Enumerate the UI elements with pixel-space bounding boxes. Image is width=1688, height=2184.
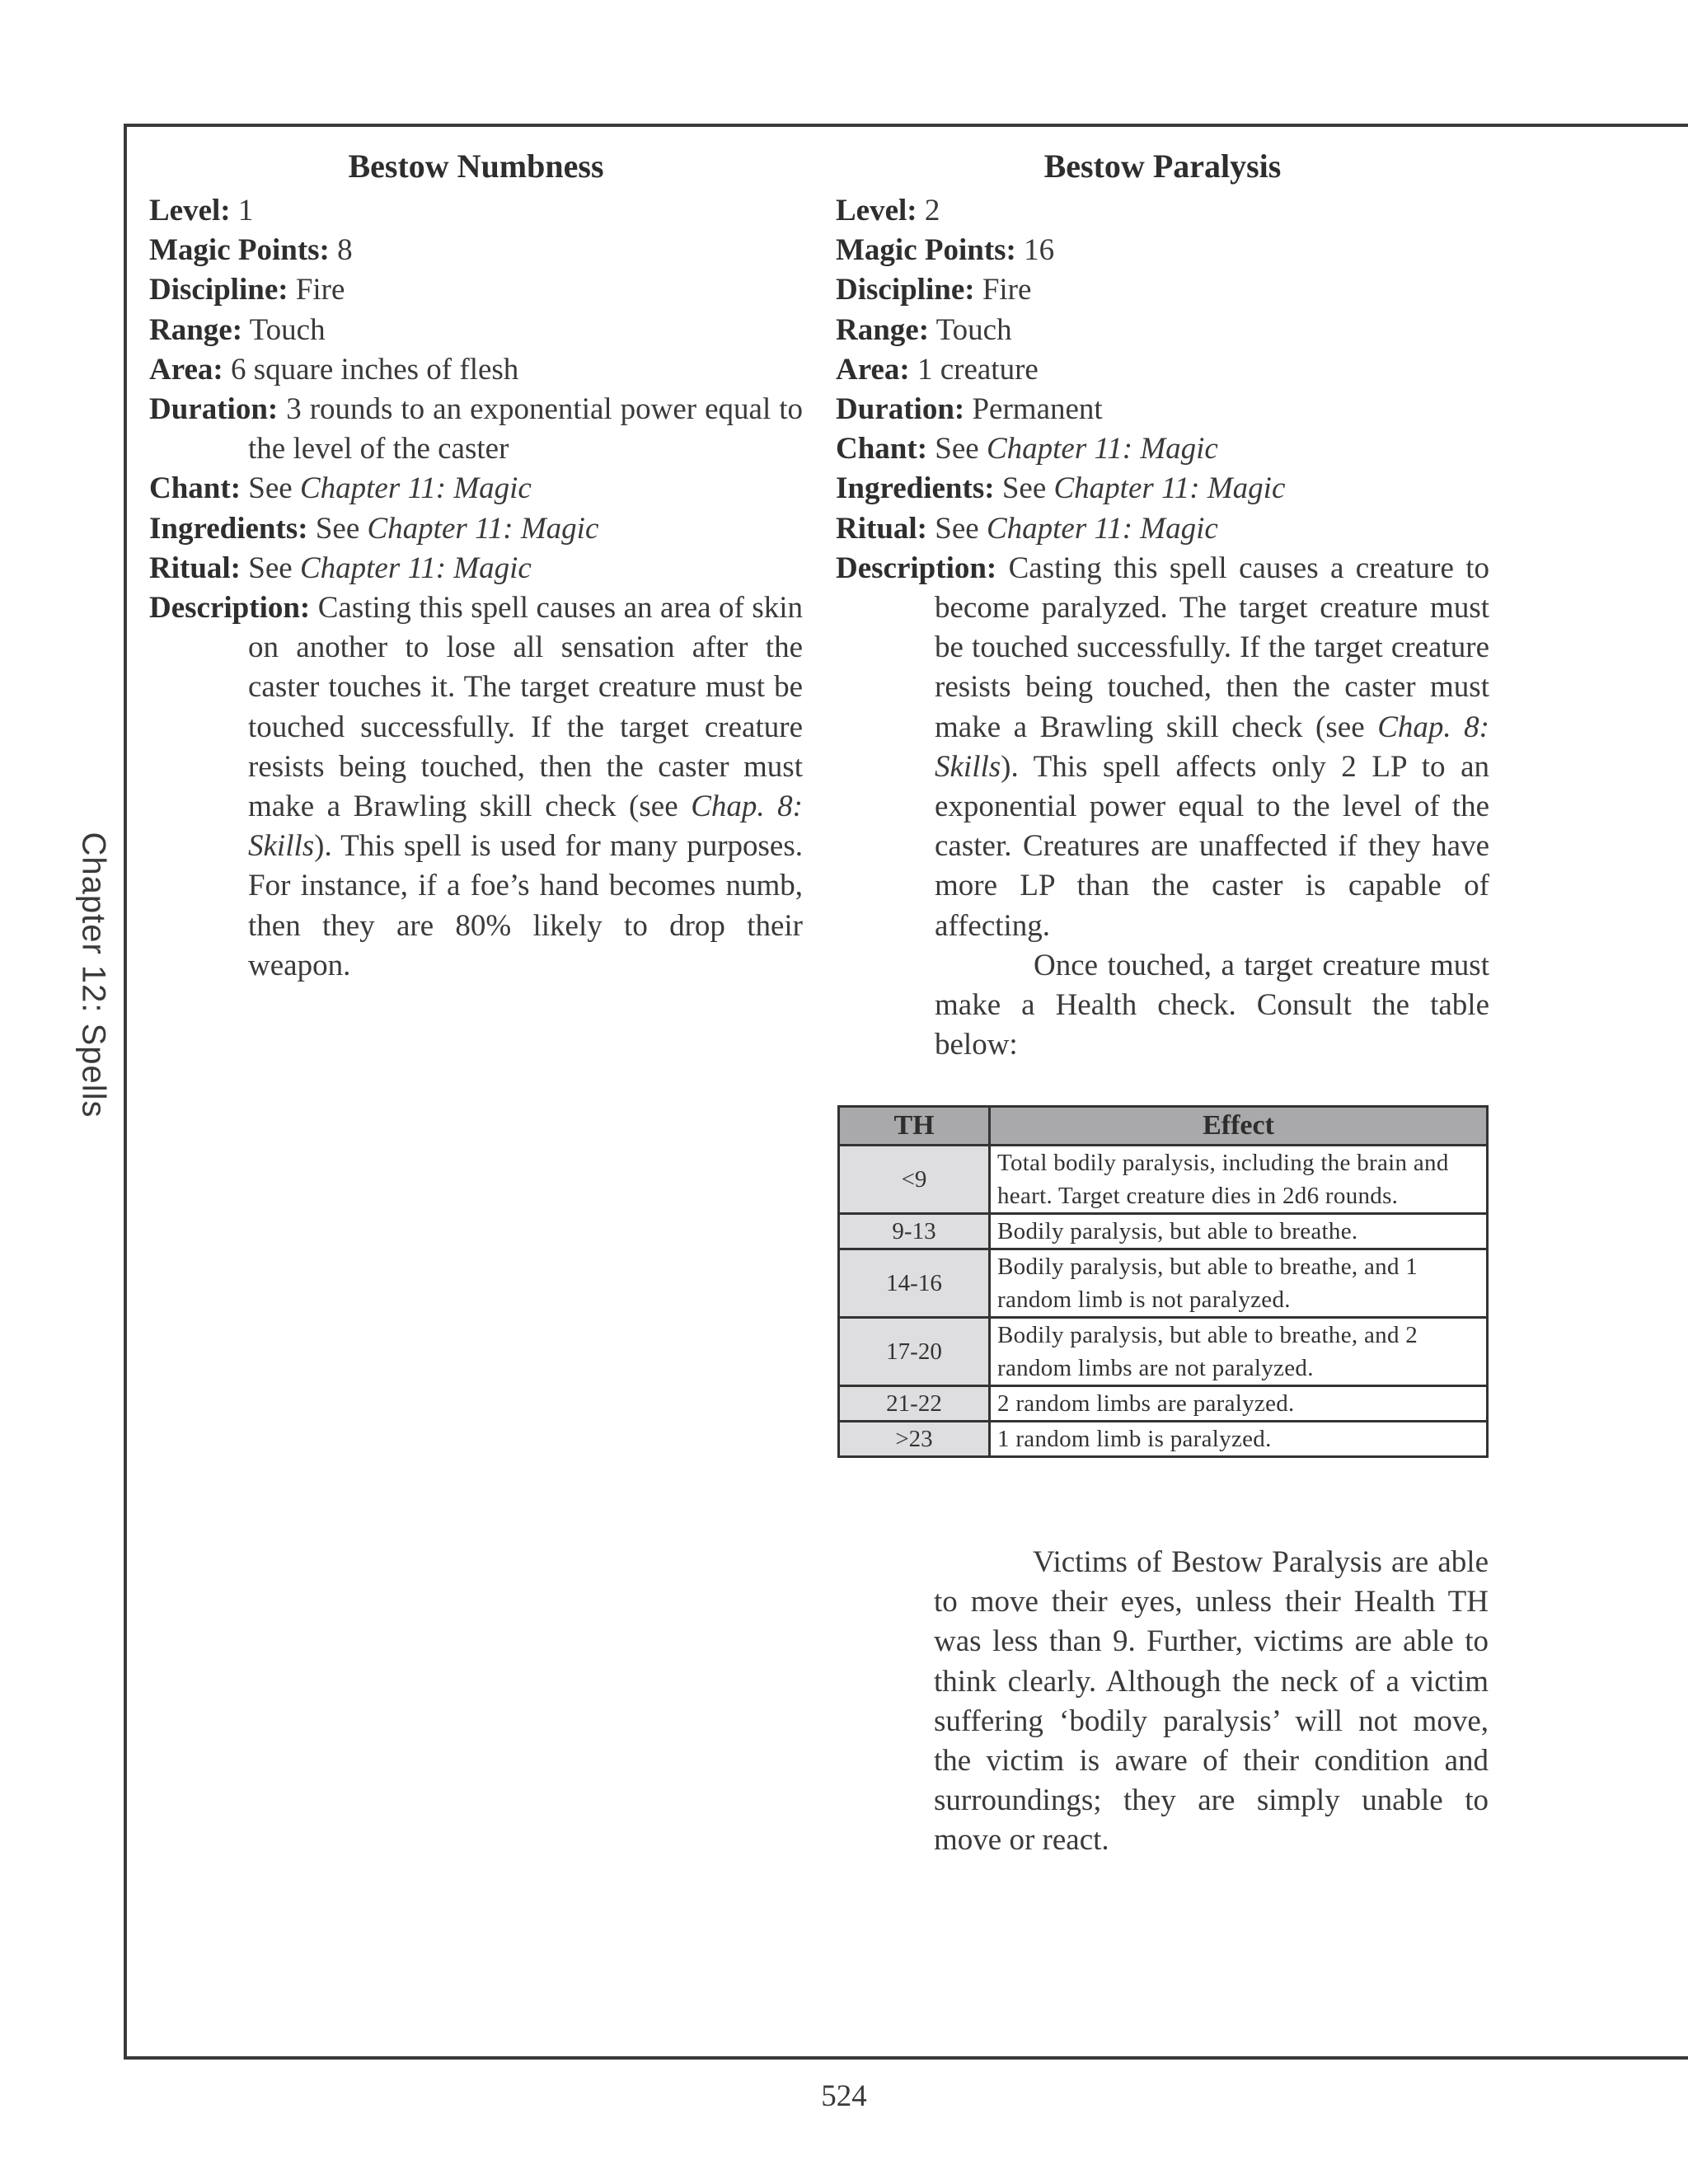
effect-cell: 2 random limbs are paralyzed. [990,1386,1488,1422]
field-chant: Chant: See Chapter 11: Magic [836,432,1218,466]
table-header-row [839,1107,1488,1146]
field-ingredients: Ingredients: See Chapter 11: Magic [149,511,599,546]
effect-cell: Bodily paralysis, but able to breathe, and 2 random limbs are not paralyzed. [990,1318,1488,1386]
table-row [839,1214,1488,1249]
table-row [839,1386,1488,1422]
field-discipline: Discipline: Fire [836,273,1032,307]
column-header-th: TH [839,1107,990,1146]
spell-bestow-paralysis [836,142,1489,1065]
field-description: Description: Casting this spell causes an area of skin on another to lose all sensation after the caster touches it. The target creature must be touched successfully. If the target creature resists being touched, then the caster must make a Brawling skill check (see Chap. 8: Skills). This spell is used for many purposes. For instance, if a foe’s hand becomes numb, then they are 80% likely to drop their weapon. [149,591,804,982]
table-row [839,1146,1488,1214]
spell-title: Bestow Numbness [348,148,604,185]
field-magic-points: Magic Points: 16 [836,233,1055,268]
after-table-paragraph: Victims of Bestow Paralysis are able to move their eyes, unless their Health TH was less than 9. Further, victims are able to think clearly. Although the neck of a victim suffering ‘bodily paralysis’ will not move, the victim is aware of their condition and surroundings; they are simply unable to move or react. [934,1545,1489,1858]
effect-cell: Bodily paralysis, but able to breathe, and 1 random limb is not paralyzed. [990,1249,1488,1318]
chapter-side-label: Chapter 12: Spells [75,832,112,1118]
th-cell: 9-13 [839,1214,990,1249]
field-ritual: Ritual: See Chapter 11: Magic [149,551,532,585]
table-row [839,1318,1488,1386]
field-chant: Chant: See Chapter 11: Magic [149,471,532,506]
health-check-table [837,1105,1489,1458]
table-row [839,1422,1488,1457]
field-description: Description: Casting this spell causes a creature to become paralyzed. The target creature must be touched successfully. If the target creature resists being touched, then the caster must make a Brawling skill check (see Chap. 8: Skills). This spell affects only 2 LP to an exponential power equal to the level of the caster. Creatures are unaffected if they have more LP than the caster is capable of affecting. [836,551,1490,943]
field-discipline: Discipline: Fire [149,273,345,307]
th-cell: 17-20 [839,1318,990,1386]
description-paragraph-2: Once touched, a target creature must make a Health check. Consult the table below: [935,948,1489,1062]
field-magic-points: Magic Points: 8 [149,233,353,268]
effect-cell: Total bodily paralysis, including the brain and heart. Target creature dies in 2d6 rounds. [990,1146,1488,1214]
field-level: Level: 2 [836,194,940,227]
th-cell: >23 [839,1422,990,1457]
effect-cell: Bodily paralysis, but able to breathe. [990,1214,1488,1249]
field-duration: Duration: Permanent [836,392,1103,427]
th-cell: 21-22 [839,1386,990,1422]
field-ritual: Ritual: See Chapter 11: Magic [836,511,1218,546]
field-area: Area: 6 square inches of flesh [149,352,519,387]
field-area: Area: 1 creature [836,352,1039,387]
th-cell: <9 [839,1146,990,1214]
field-ingredients: Ingredients: See Chapter 11: Magic [836,471,1286,506]
spell-title: Bestow Paralysis [1043,148,1282,185]
column-header-effect: Effect [990,1107,1488,1146]
table-row [839,1249,1488,1318]
spell-bestow-numbness [149,142,803,986]
field-level: Level: 1 [149,194,254,227]
effect-cell: 1 random limb is paralyzed. [990,1422,1488,1457]
field-range: Range: Touch [149,312,326,347]
field-duration: Duration: 3 rounds to an exponential power equal to the level of the caster [149,392,803,466]
field-range: Range: Touch [836,312,1012,347]
page-number: 524 [821,2079,867,2113]
th-cell: 14-16 [839,1249,990,1318]
